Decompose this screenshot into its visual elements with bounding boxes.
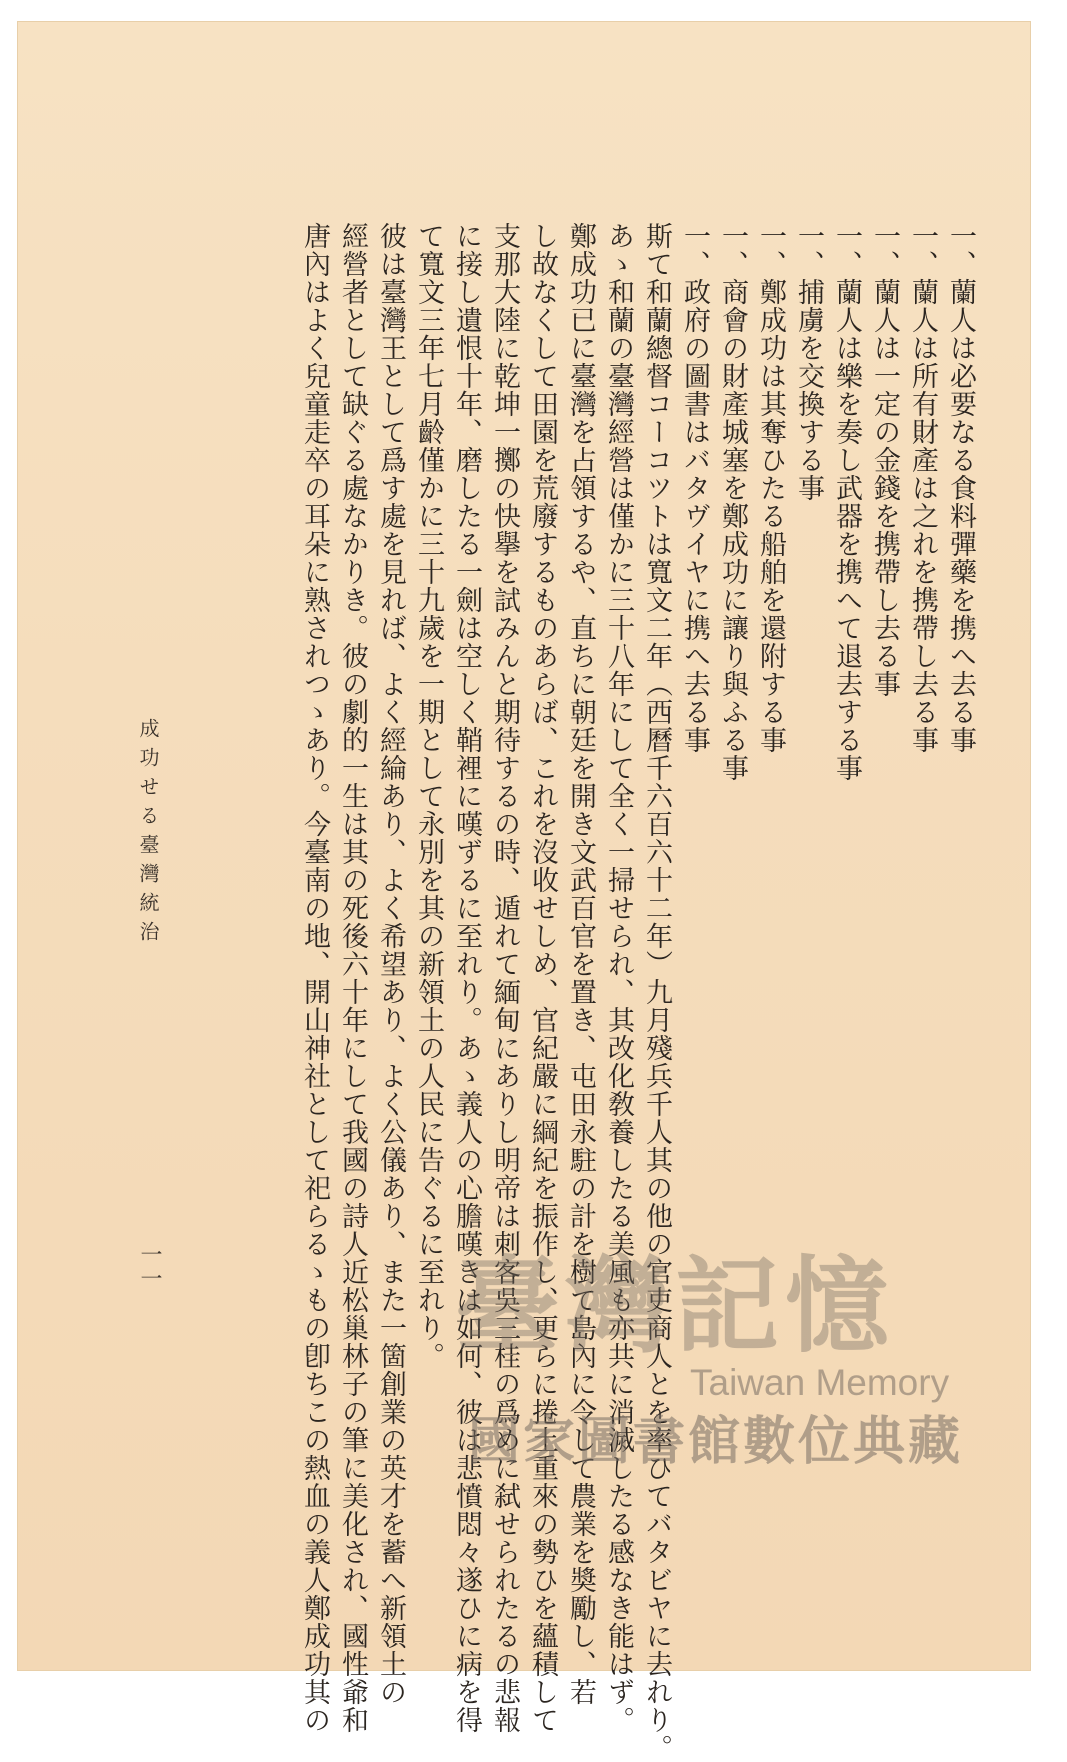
text-line: 一、蘭人は必要なる食料彈藥を携へ去る事 <box>945 222 976 754</box>
text-line: 鄭成功已に臺灣を占領するや、直ちに朝廷を開き文武百官を置き、屯田永駐の計を樹て島內に令して農業を奬勵し、若 <box>565 222 596 1706</box>
text-line: 一、蘭人は所有財產は之れを携帶し去る事 <box>907 222 938 754</box>
text-line: 一、捕虜を交換する事 <box>793 222 824 502</box>
watermark-title: 臺灣記憶 <box>455 1244 896 1367</box>
text-line: 支那大陸に乾坤一擲の快擧を試みんと期待するの時、遁れて緬甸にありし明帝は刺客吳三桂の爲めに弑せられたるの悲報 <box>489 222 520 1734</box>
text-line: て寬文三年七月齡僅かに三十九歲を一期として永別を其の新領土の人民に告ぐるに至れり。 <box>413 222 444 1370</box>
text-line: 彼は臺灣王として爲す處を見れば、よく經綸あり、よく希望あり、よく公儀あり、また一箇創業の英才を蓄へ新領土の <box>375 222 406 1706</box>
text-line: 唐內はよく兒童走卒の耳朵に熟されつゝあり。今臺南の地、開山神社として祀らるゝもの卽ちこの熱血の義人鄭成功其の <box>299 222 330 1734</box>
text-line: 一、蘭人は一定の金錢を携帶し去る事 <box>869 222 900 698</box>
watermark-institution: 國家圖書館數位典藏 <box>468 1412 964 1472</box>
page-number: 一一 <box>137 1243 162 1291</box>
text-line: 一、商會の財產城塞を鄭成功に讓り與ふる事 <box>717 222 748 782</box>
running-footer: 成功せる臺灣統治 <box>136 718 160 950</box>
text-line: 一、政府の圖書はバタヴイヤに携へ去る事 <box>679 222 710 754</box>
text-line: 斯て和蘭總督コーコツトは寬文二年（西曆千六百六十二年）九月殘兵千人其の他の官吏商人とを率ひてバタビヤに去れり。 <box>641 222 672 1762</box>
watermark-english: Taiwan Memory <box>690 1362 950 1403</box>
text-line: に接し遺恨十年、磨したる一劍は空しく鞘裡に嘆ずるに至れり。あゝ義人の心膽嘆きは如何、彼は悲憤悶々遂ひに病を得 <box>451 222 482 1734</box>
text-line: 經營者として缺ぐる處なかりき。彼の劇的一生は其の死後六十年にして我國の詩人近松巢林子の筆に美化され、國性爺和 <box>337 222 368 1734</box>
text-line: 一、蘭人は樂を奏し武器を携へて退去する事 <box>831 222 862 782</box>
text-line: し故なくして田園を荒廢するものあらば、これを沒收せしめ、官紀嚴に綱紀を振作し、更らに捲土重來の勢ひを蘊積して <box>527 222 558 1734</box>
text-line: 一、鄭成功は其奪ひたる船舶を還附する事 <box>755 222 786 754</box>
text-line: あゝ和蘭の臺灣經營は僅かに三十八年にして全く一掃せられ、其改化敎養したる美風も亦共に消滅したる感なき能はず。 <box>603 222 634 1734</box>
